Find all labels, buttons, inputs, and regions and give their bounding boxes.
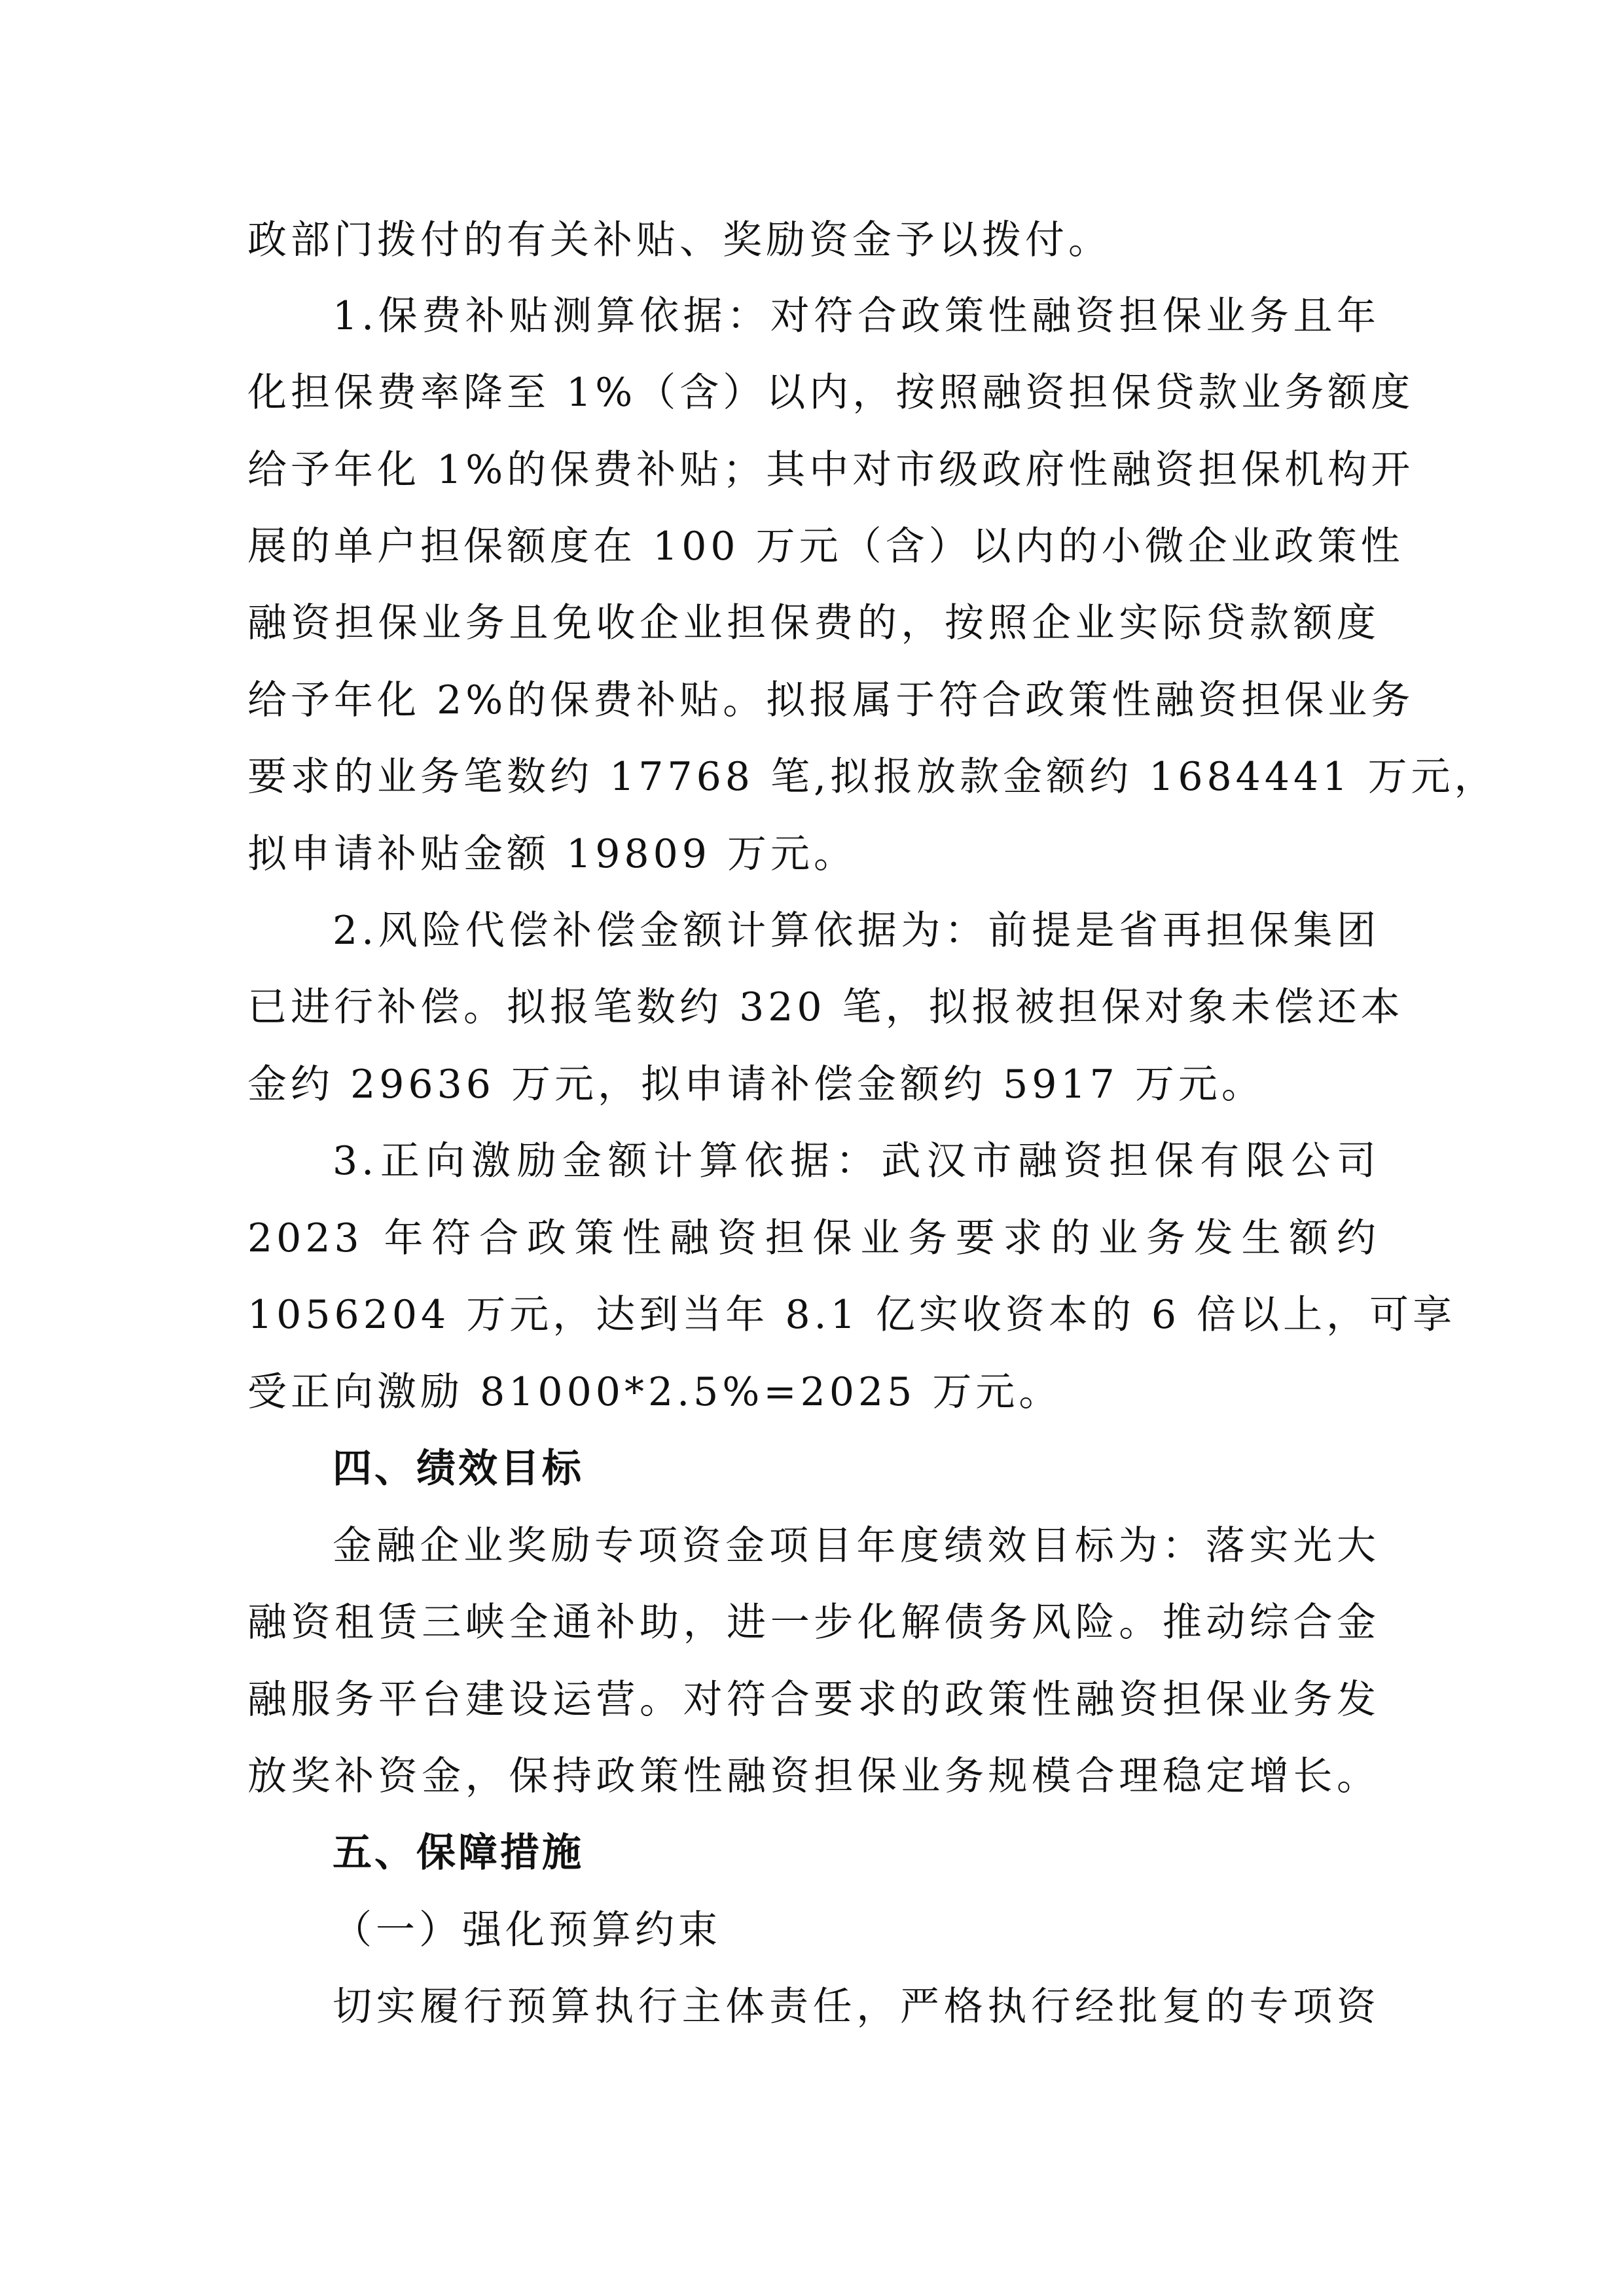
text-line: 展的单户担保额度在 100 万元（含）以内的小微企业政策性 (247, 524, 1404, 569)
text-line: 切实履行预算执行主体责任，严格执行经批复的专项资 (333, 1984, 1380, 2030)
text-line: 要求的业务笔数约 17768 笔,拟报放款金额约 1684441 万元， (247, 754, 1498, 800)
text-line: 已进行补偿。拟报笔数约 320 笔，拟报被担保对象未偿还本 (247, 984, 1404, 1030)
text-line: 2.风险代偿补偿金额计算依据为：前提是省再担保集团 (333, 908, 1380, 954)
section-heading: 四、绩效目标 (333, 1446, 584, 1492)
text-line: 拟申请补贴金额 19809 万元。 (247, 831, 857, 877)
text-line: 融服务平台建设运营。对符合要求的政策性融资担保业务发 (247, 1677, 1380, 1723)
text-line: 融资租赁三峡全通补助，进一步化解债务风险。推动综合金 (247, 1600, 1380, 1645)
text-line: 金约 29636 万元，拟申请补偿金额约 5917 万元。 (247, 1062, 1265, 1107)
text-line: 2023 年符合政策性融资担保业务要求的业务发生额约 (247, 1215, 1380, 1261)
text-line: 1.保费补贴测算依据：对符合政策性融资担保业务且年 (333, 293, 1380, 339)
text-line: 融资担保业务且免收企业担保费的，按照企业实际贷款额度 (247, 600, 1380, 646)
text-line: 受正向激励 81000*2.5%=2025 万元。 (247, 1369, 1062, 1415)
text-line: 放奖补资金，保持政策性融资担保业务规模合理稳定增长。 (247, 1753, 1380, 1799)
text-line: 给予年化 2%的保费补贴。拟报属于符合政策性融资担保业务 (247, 677, 1415, 723)
section-heading: 五、保障措施 (333, 1830, 584, 1876)
text-line: 金融企业奖励专项资金项目年度绩效目标为：落实光大 (333, 1523, 1380, 1569)
text-line: 化担保费率降至 1%（含）以内，按照融资担保贷款业务额度 (247, 370, 1415, 416)
text-line: 给予年化 1%的保费补贴；其中对市级政府性融资担保机构开 (247, 447, 1415, 493)
text-line: 3.正向激励金额计算依据：武汉市融资担保有限公司 (333, 1138, 1380, 1184)
text-line: 政部门拨付的有关补贴、奖励资金予以拨付。 (247, 217, 1111, 263)
text-line: 1056204 万元，达到当年 8.1 亿实收资本的 6 倍以上，可享 (247, 1292, 1456, 1338)
subsection-heading: （一）强化预算约束 (333, 1907, 721, 1953)
